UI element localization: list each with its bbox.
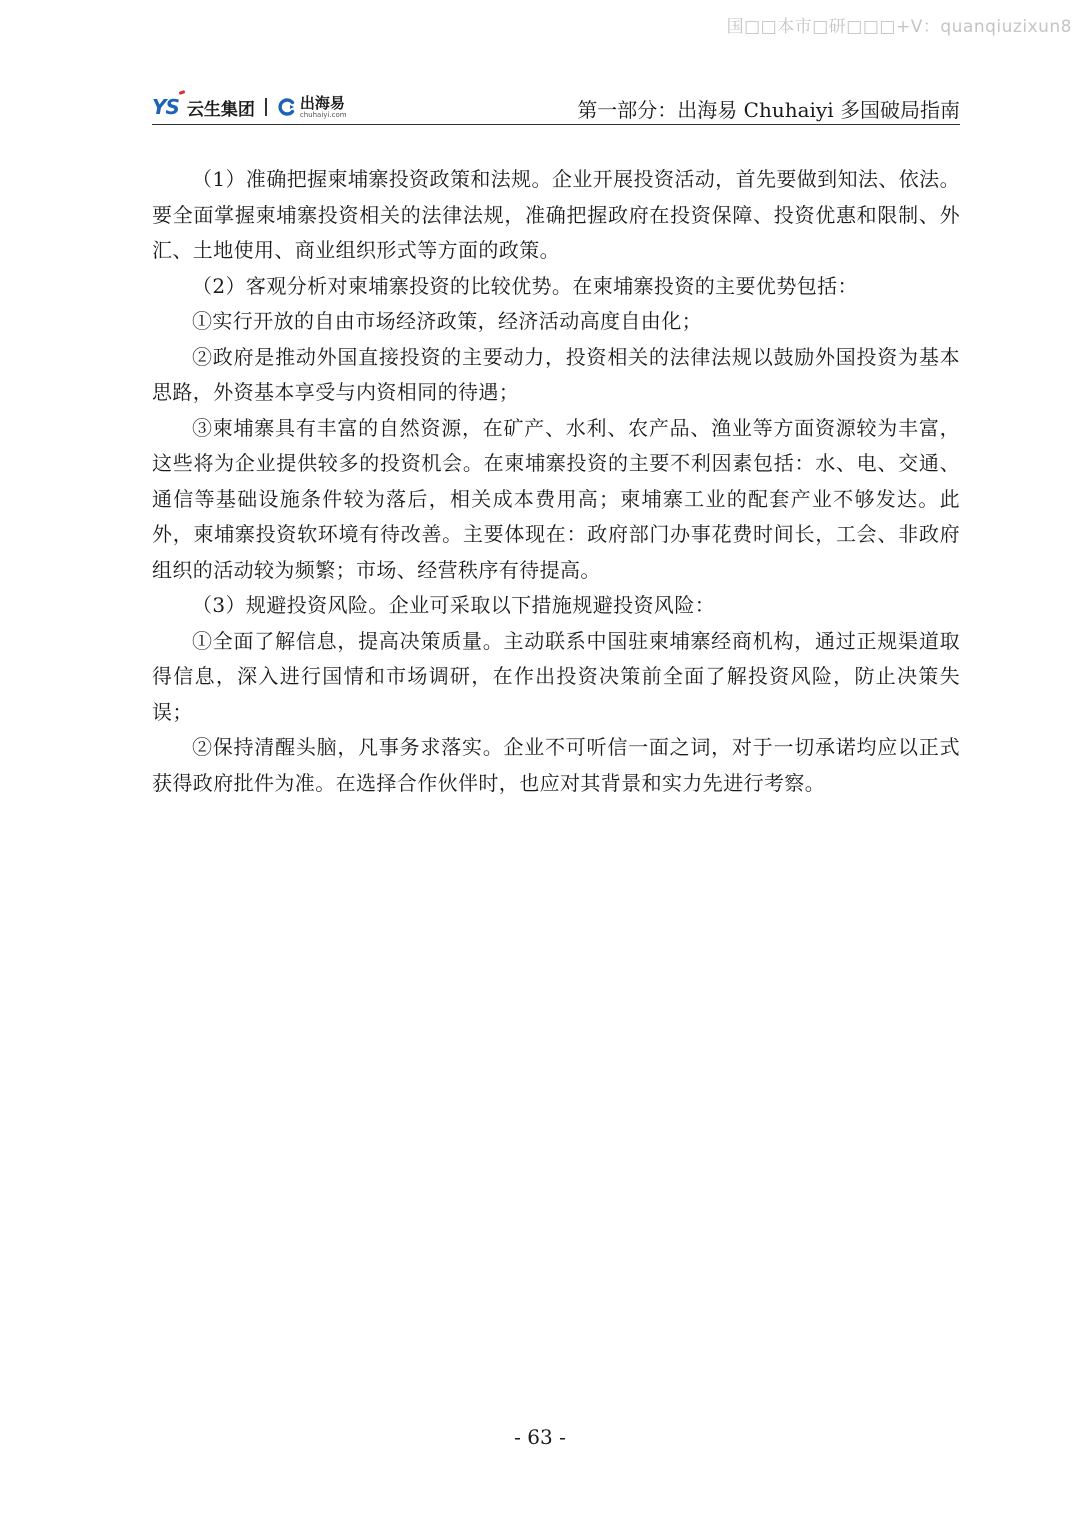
watermark-text: 国□□本市□研□□□+V：quanqiuzixun8	[726, 17, 1072, 37]
page-header	[152, 88, 960, 125]
ys-logo	[152, 95, 179, 119]
group-name: 云生集团	[186, 99, 255, 120]
paragraph: ②保持清醒头脑，凡事务求落实。企业不可听信一面之词，对于一切承诺均应以正式获得政府批件为准。在选择合作伙伴时，也应对其背景和实力先进行考察。	[152, 735, 960, 795]
chuhaiyi-url: chuhaiyi.com	[299, 110, 347, 119]
ys-logo-text: YS	[152, 95, 179, 119]
paragraph: ②政府是推动外国直接投资的主要动力，投资相关的法律法规以鼓励外国投资为基本思路，外资基本享受与内资相同的待遇；	[152, 344, 960, 404]
chuhaiyi-brand	[299, 93, 347, 119]
paragraph: （3）规避投资风险。企业可采取以下措施规避投资风险：	[192, 593, 716, 617]
chuhaiyi-name: 出海易	[299, 93, 345, 112]
logo-divider	[265, 98, 267, 116]
header-logos	[152, 94, 347, 120]
logo-spark-icon	[179, 90, 186, 95]
paragraph: ①全面了解信息，提高决策质量。主动联系中国驻柬埔寨经商机构，通过正规渠道取得信息，深入进行国情和市场调研，在作出投资决策前全面了解投资风险，防止决策失误；	[152, 628, 960, 724]
header-title: 第一部分：出海易 Chuhaiyi 多国破局指南	[577, 98, 960, 122]
paragraph: ①实行开放的自由市场经济政策，经济活动高度自由化；	[192, 309, 702, 333]
chuhaiyi-logo-icon	[277, 97, 297, 117]
paragraph: （1）准确把握柬埔寨投资政策和法规。企业开展投资活动，首先要做到知法、依法。要全面掌握柬埔寨投资相关的法律法规，准确把握政府在投资保障、投资优惠和限制、外汇、土地使用、商业组织形式等方面的政策。	[152, 167, 960, 262]
paragraph: （2）客观分析对柬埔寨投资的比较优势。在柬埔寨投资的主要优势包括：	[192, 273, 858, 298]
page-number: - 63 -	[514, 1425, 566, 1449]
document-body	[152, 162, 960, 801]
paragraph: ③柬埔寨具有丰富的自然资源，在矿产、水利、农产品、渔业等方面资源较为丰富，这些将为企业提供较多的投资机会。在柬埔寨投资的主要不利因素包括：水、电、交通、通信等基础设施条件较为落后，相关成本费用高；柬埔寨工业的配套产业不够发达。此外，柬埔寨投资软环境有待改善。主要体现在：政府部门办事花费时间长，工会、非政府组织的活动较为频繁；市场、经营秩序有待提高。	[152, 415, 960, 582]
